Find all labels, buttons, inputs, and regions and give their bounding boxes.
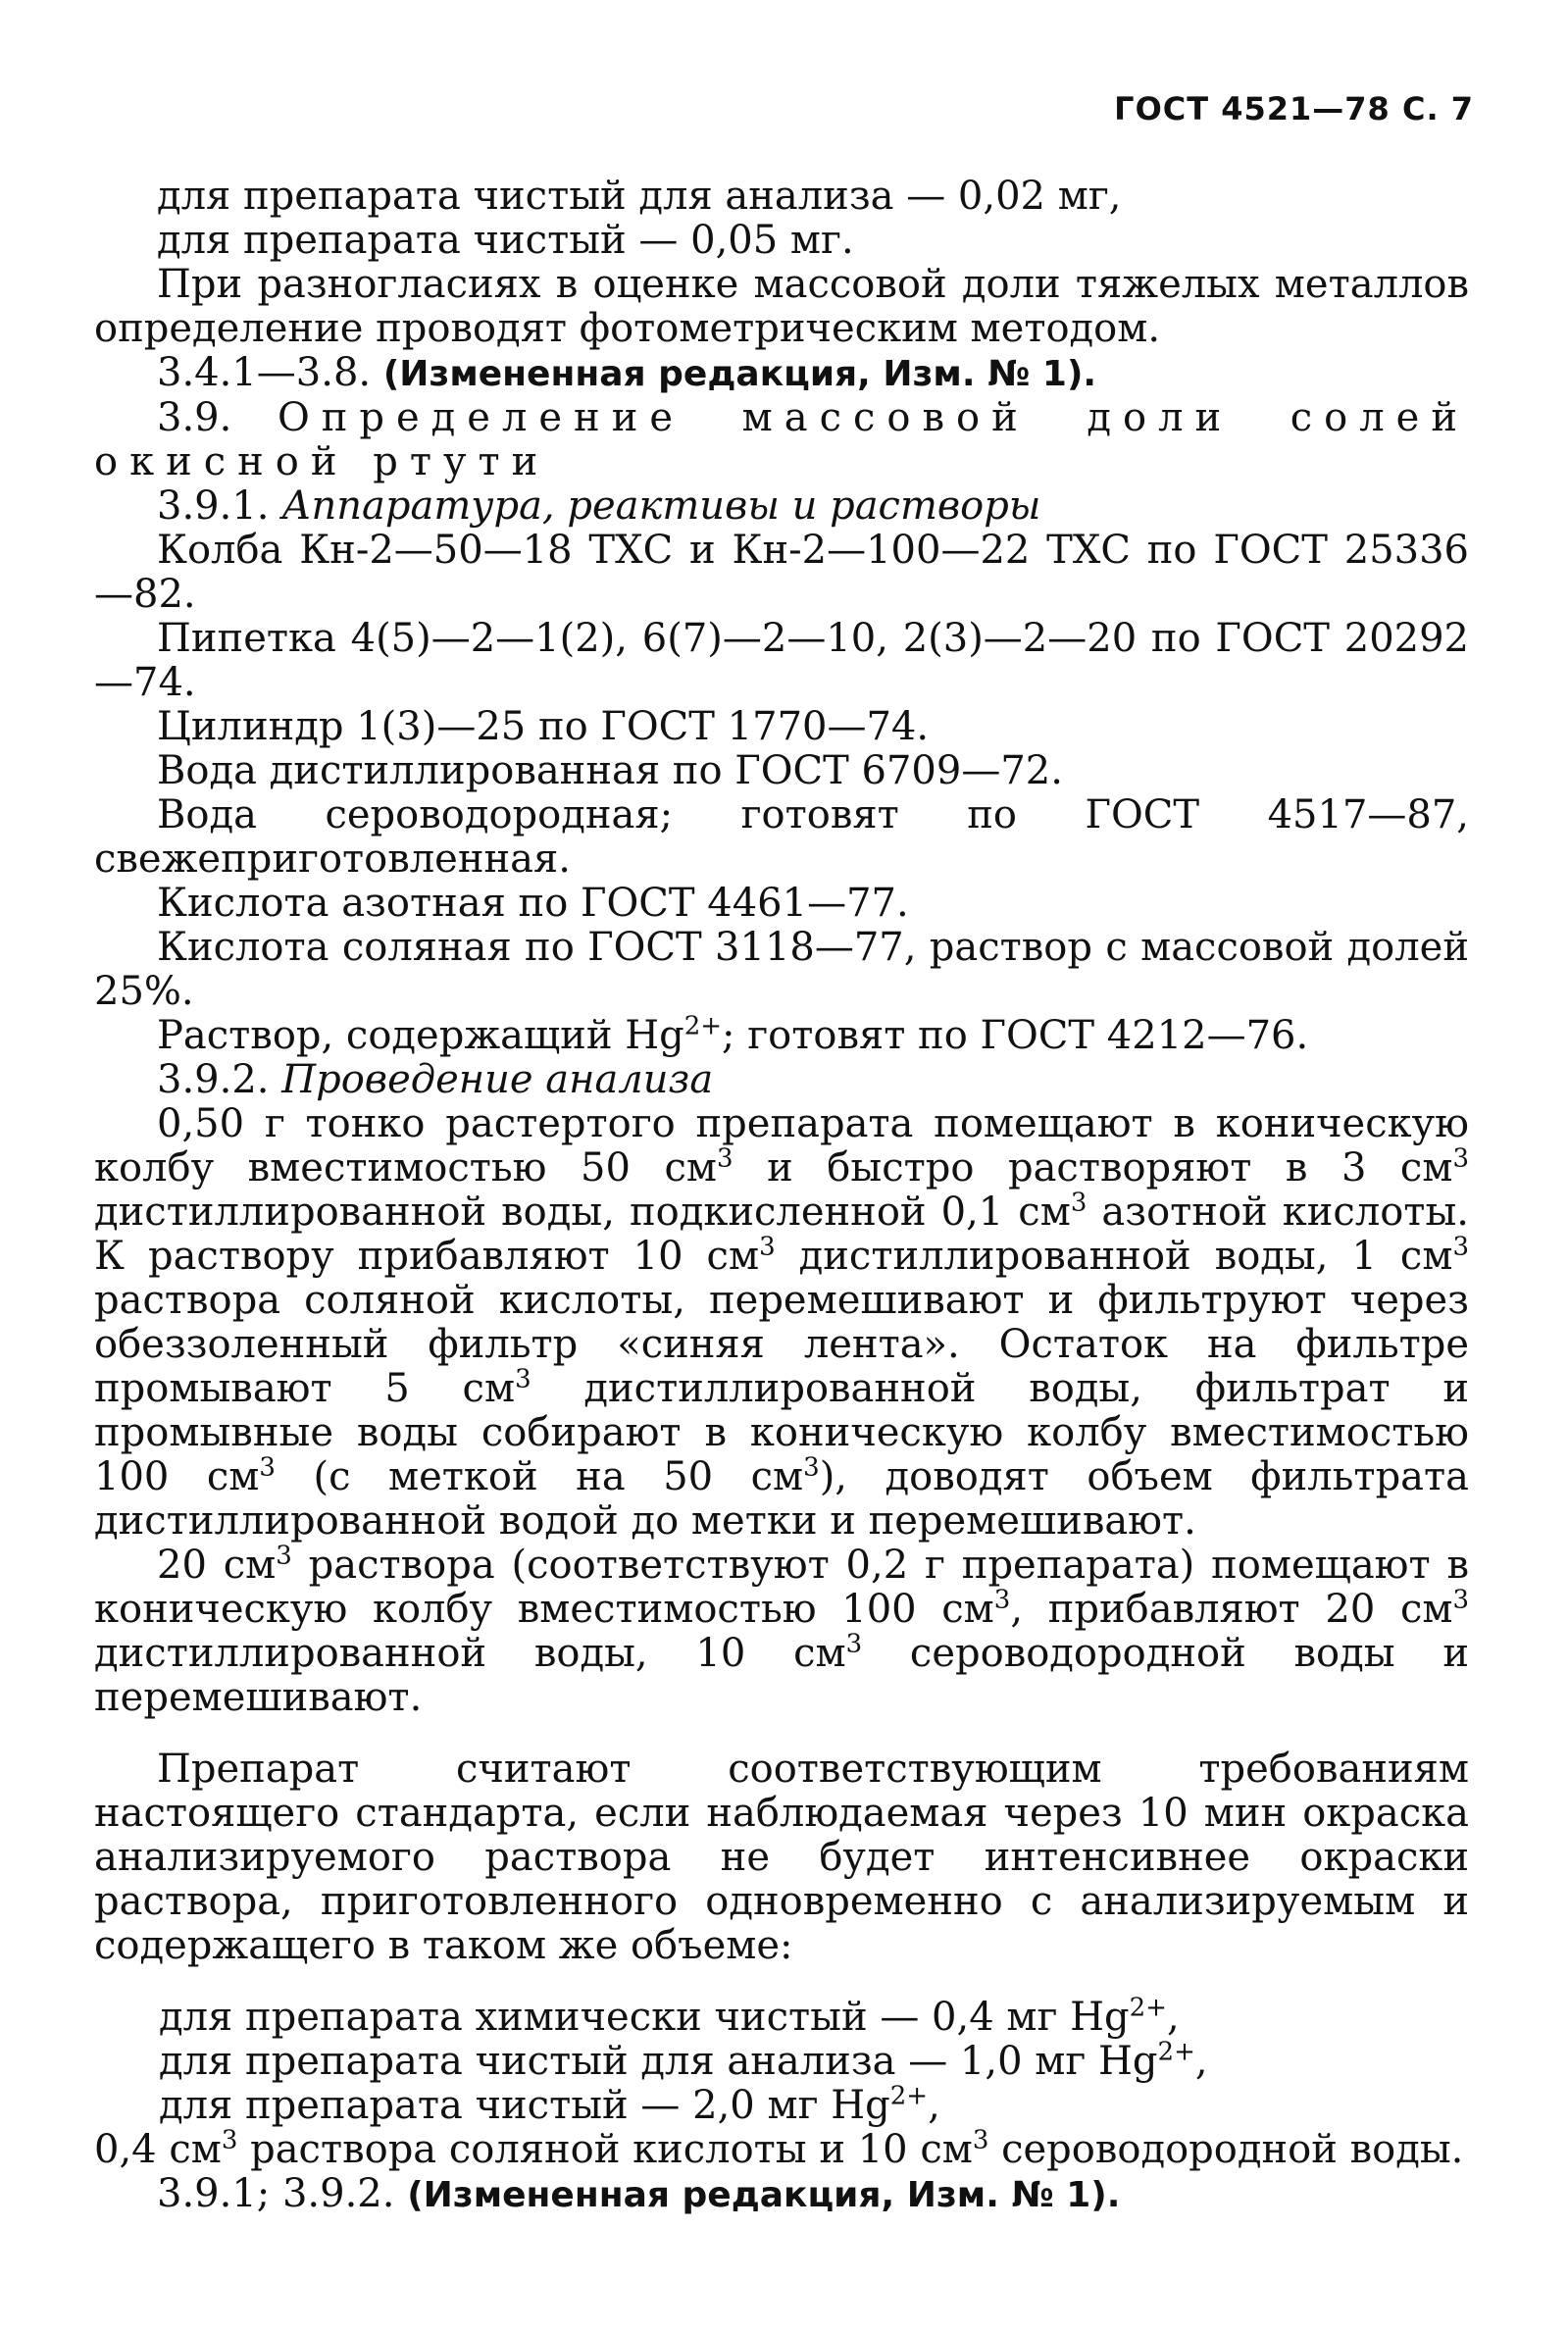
text-line: для препарата чистый — 2,0 мг $Hg^{2+}$, xyxy=(159,2081,940,2128)
clause-number: 3.9. xyxy=(157,395,278,440)
list-item: Вода дистиллированная по ГОСТ 6709—72. xyxy=(157,748,1063,793)
amendment-note: (Измененная редакция, Изм. № 1). xyxy=(382,354,1097,394)
list-item: Цилиндр 1(3)—25 по ГОСТ 1770—74. xyxy=(157,704,930,749)
list-item: Кислота азотная по ГОСТ 4461—77. xyxy=(157,881,909,926)
amendment-line xyxy=(94,2172,1469,2217)
list-item: Раствор, содержащий $Hg^{2+}$; готовят по ГОСТ 4212—76. xyxy=(157,1011,1309,1058)
text-line: для препарата химически чистый — 0,4 мг $Hg^{2+}$, xyxy=(159,1993,1180,2040)
text-line: для препарата чистый для анализа — 1,0 мг $Hg^{2+}$, xyxy=(159,2037,1208,2084)
clause-number: 3.9.2. xyxy=(157,1057,282,1102)
amendment-note: (Измененная редакция, Изм. № 1). xyxy=(407,2175,1121,2215)
paragraph: 20 $см^3$ раствора (соответствуют 0,2 г препарата) помещают в коническую колбу вместимостью 100 $см^3$, прибавляют 20 $см^3$ дистиллированной воды, 10 $см^3$ сероводородной воды и перемешивают. xyxy=(94,1541,1470,1720)
subsection-heading xyxy=(94,1058,1469,1102)
page-header: ГОСТ 4521—78 С. 7 xyxy=(1114,90,1474,127)
list-item: Колба Кн-2—50—18 ТХС и Кн-2—100—22 ТХС по ГОСТ 25336—82. xyxy=(94,528,1469,617)
paragraph: 0,50 г тонко растертого препарата помещают в коническую колбу вместимостью 50 $см^3$ и быстро растворяют в 3 $см^3$ дистиллированной воды, подкисленной 0,1 $см^3$ азотной кислоты. К раствору прибавляют 10 $см^3$ дистиллированной воды, 1 $см^3$ раствора соляной кислоты, перемешивают и фильтруют через обеззоленный фильтр «синяя лента». Остаток на фильтре промывают 5 $см^3$ дистиллированной воды, фильтрат и промывные воды собирают в коническую колбу вместимостью 100 $см^3$ (с меткой на 50 $см^3$), доводят объем фильтрата дистиллированной водой до метки и перемешивают. xyxy=(94,1101,1469,1544)
clause-number: 3.9.1; 3.9.2. xyxy=(157,2171,408,2216)
text-line: для препарата чистый для анализа — 0,02 мг, xyxy=(157,174,1122,219)
paragraph: При разногласиях в оценке массовой доли тяжелых металлов определение проводят фотометрическим методом. xyxy=(94,262,1469,351)
list-item: Вода сероводородная; готовят по ГОСТ 4517—87, свежеприготовленная. xyxy=(94,792,1469,882)
clause-number: 3.4.1—3.8. xyxy=(157,350,383,395)
clause-number: 3.9.1. xyxy=(157,483,282,529)
text-line: 0,4 $см^3$ раствора соляной кислоты и 10 $см^3$ сероводородной воды. xyxy=(94,2125,1464,2172)
list-item: Пипетка 4(5)—2—1(2), 6(7)—2—10, 2(3)—2—20 по ГОСТ 20292—74. xyxy=(94,616,1469,705)
subsection-title: Аппаратура, реактивы и растворы xyxy=(281,483,1041,529)
subsection-title: Проведение анализа xyxy=(281,1057,714,1102)
list-item: Кислота соляная по ГОСТ 3118—77, раствор с массовой долей 25%. xyxy=(94,925,1469,1014)
document-body xyxy=(94,175,1469,2217)
paragraph: Препарат считают соответствующим требованиям настоящего стандарта, если наблюдаемая через 10 мин окраска анализируемого раствора не будет интенсивнее окраски раствора, приготовленного одновременно с анализируемым и содержащего в таком же объеме: xyxy=(94,1747,1469,1968)
amendment-line xyxy=(94,351,1469,396)
text-line: для препарата чистый — 0,05 мг. xyxy=(157,218,854,263)
section-title: Определение массовой доли солей окисной ртути xyxy=(94,395,1469,484)
section-heading xyxy=(94,396,1469,484)
subsection-heading xyxy=(94,484,1469,529)
